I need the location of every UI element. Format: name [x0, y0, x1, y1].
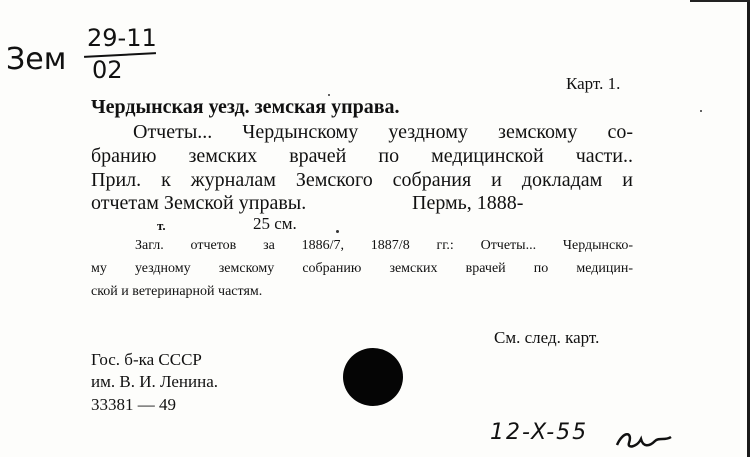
speck: [328, 94, 330, 96]
publication-place-date: Пермь, 1888-: [412, 192, 524, 214]
shelfmark-numerator: 29-11: [87, 24, 157, 52]
handwritten-initials: [615, 425, 675, 453]
inventory-number: 33381 — 49: [91, 395, 176, 414]
heading: Чердынская уезд. земская управа.: [91, 96, 400, 118]
volume-size: 25 см.: [253, 214, 297, 233]
description-line-1: Отчеты... Чердынскому уездному земскому со-: [133, 121, 633, 143]
library-name: Гос. б-ка СССР: [91, 350, 202, 369]
handwritten-date: 12-X-55: [490, 420, 589, 445]
card-corner-mark: [690, 0, 750, 2]
speck: [336, 230, 339, 233]
description-line-4: отчетам Земской управы.: [91, 192, 307, 214]
note-line-1: Загл. отчетов за 1886/7, 1887/8 гг.: Отчеты... Чердынско-: [135, 238, 633, 253]
note-line-2: му уездному земскому собранию земских врачей по медицин-: [91, 261, 633, 276]
library-dedication: им. В. И. Ленина.: [91, 372, 219, 391]
shelfmark-denominator: 02: [92, 56, 123, 84]
see-next-card: См. след. карт.: [494, 328, 600, 347]
speck: [700, 110, 702, 112]
punch-hole: [343, 348, 403, 406]
description-line-3: Прил. к журналам Земского собрания и докладам и: [91, 169, 633, 191]
note-line-3: ской и ветеринарной частям.: [91, 284, 263, 299]
description-line-2: бранию земских врачей по медицинской части..: [91, 145, 633, 167]
shelfmark-prefix: Зем: [6, 42, 67, 77]
card-number: Карт. 1.: [566, 74, 621, 93]
volume-mark: т.: [157, 218, 166, 233]
